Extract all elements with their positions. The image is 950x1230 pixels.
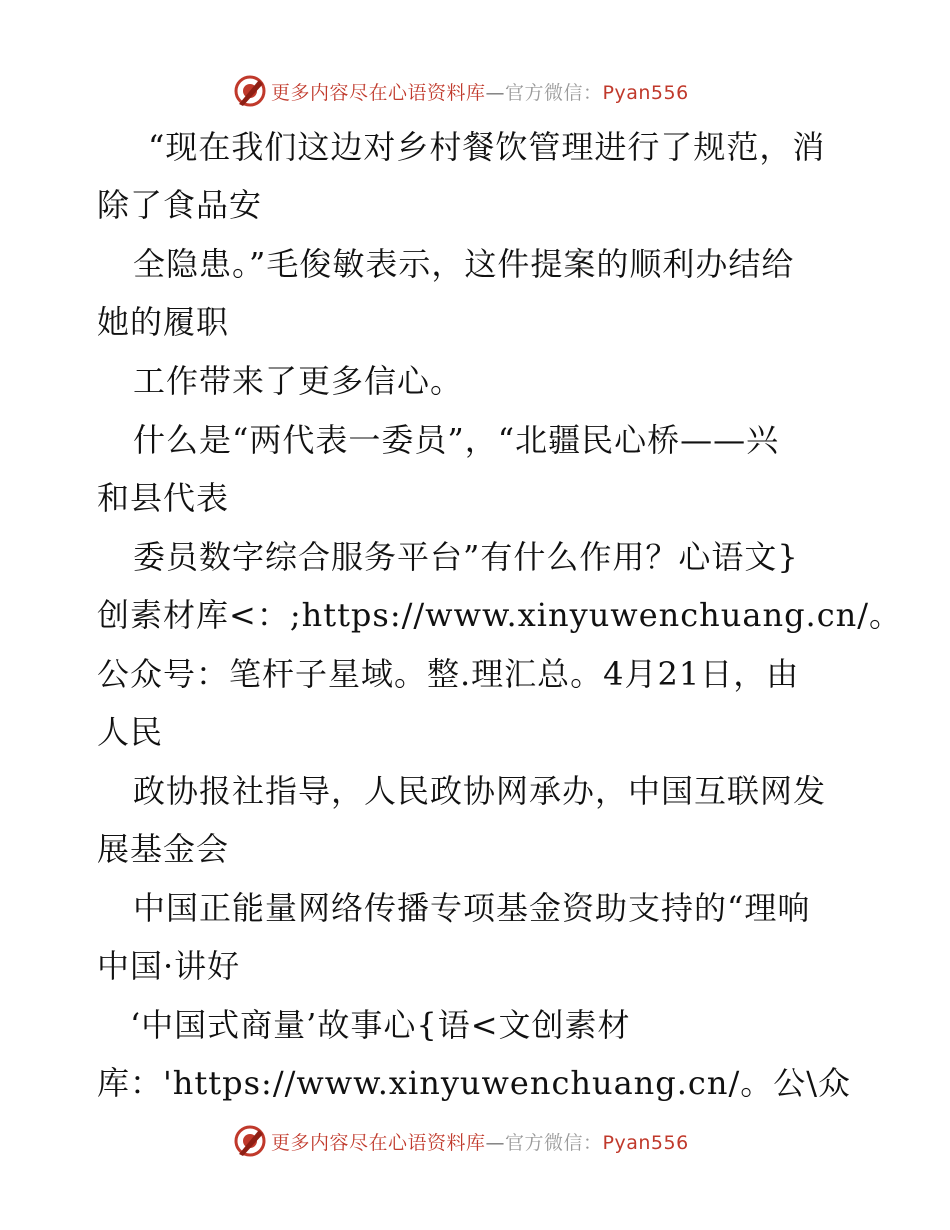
text-line: “现在我们这边对乡村餐饮管理进行了规范，消 (148, 128, 826, 166)
text-line: 中国·讲好 (97, 947, 241, 985)
text-line: 工作带来了更多信心。 (133, 362, 464, 400)
pen-logo-icon (233, 1124, 267, 1158)
banner-wechat-id: Pyan556 (602, 81, 689, 104)
banner-separator: — (485, 1131, 506, 1154)
text-line: 什么是“两代表一委员”，“北疆民心桥——兴 (133, 421, 780, 459)
banner-official-label: 官方微信： (505, 1131, 603, 1154)
banner-wechat-id: Pyan556 (602, 1131, 689, 1154)
header-banner (0, 70, 950, 110)
text-line: 委员数字综合服务平台”有什么作用？心语文} (133, 538, 799, 576)
banner-separator: — (485, 81, 506, 104)
text-line: 库：'https://www.xinyuwenchuang.cn/。公\众 (97, 1064, 852, 1102)
pen-logo-icon (233, 74, 267, 108)
text-line: 创素材库<：;https://www.xinyuwenchuang.cn/。 (97, 596, 903, 634)
text-line: 全隐患。”毛俊敏表示，这件提案的顺利办结给 (133, 245, 795, 283)
banner-official-label: 官方微信： (505, 81, 603, 104)
text-line: 展基金会 (97, 830, 230, 868)
text-line: ‘中国式商量’故事心{语<文创素材 (130, 1006, 631, 1044)
text-line: 人民 (97, 713, 164, 751)
text-line: 政协报社指导，人民政协网承办，中国互联网发 (133, 772, 827, 810)
banner-text: 更多内容尽在心语资料库 (271, 81, 486, 104)
text-line: 中国正能量网络传播专项基金资助支持的“理响 (133, 889, 811, 927)
text-line: 她的履职 (97, 303, 230, 341)
footer-banner (0, 1120, 950, 1160)
text-line: 公众号：笔杆子星域。整.理汇总。4月21日，由 (97, 655, 800, 693)
banner-text: 更多内容尽在心语资料库 (271, 1131, 486, 1154)
text-line: 除了食品安 (97, 186, 263, 224)
text-line: 和县代表 (97, 479, 230, 517)
